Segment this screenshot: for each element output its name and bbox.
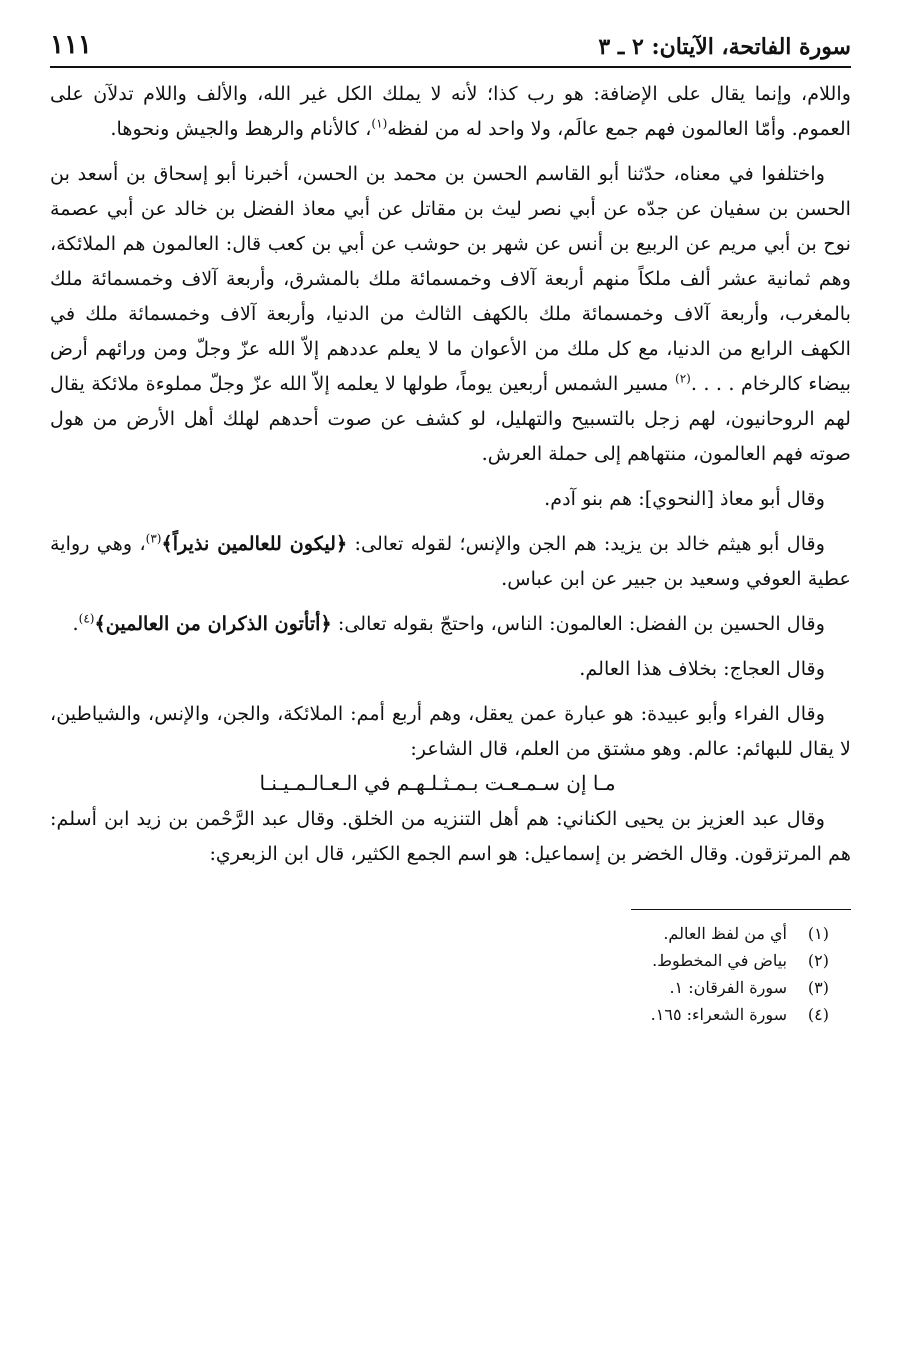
main-text: [50, 76, 851, 871]
footnote-text: سورة الفرقان: ١.: [669, 978, 787, 997]
paragraph-text: واختلفوا في معناه، حدّثنا أبو القاسم الحسن بن محمد بن الحسن، أخبرنا أبو إسحاق بن أسعد بن الحسن بن سفيان عن جدّه عن أبي نصر ليث بن مقاتل عن أبي معاذ الفضل بن خالد عن أبي عصمة نوح بن أبي مريم عن الربيع بن أنس عن شهر بن حوشب عن أبي بن كعب قال: العالمون هم الملائكة، وهم ثمانية عشر ألف ملكاً منهم أربعة آلاف وخمسمائة ملك بالمشرق، وأربعة آلاف وخمسمائة ملك بالمغرب، وأربعة آلاف وخمسمائة ملك بالكهف الثالث من الدنيا، وأربعة آلاف وخمسمائة ملك في الكهف الرابع من الدنيا، مع كل ملك من الأعوان ما لا يعلم عددهم إلاّ الله عزّ وجلّ ومن ورائهم أرض بيضاء كالرخام . . . .: [50, 162, 852, 395]
footnote-ref-4: (٤): [78, 611, 95, 626]
quran-verse: ﴿أتأتون الذكران من العالمين﴾: [94, 612, 332, 635]
paragraph-1: [50, 76, 851, 146]
book-page: [50, 30, 851, 1028]
footnote-divider: [631, 909, 851, 910]
footnote-text: أي من لفظ العالم.: [663, 924, 787, 943]
footnote-number: (٤): [807, 1005, 829, 1024]
paragraph-text: مسير الشمس أربعين يوماً، طولها لا يعلمه إلاّ الله عزّ وجلّ مملوءة ملائكة يقال لهم الروحانيون، لهم زجل بالتسبيح والتهليل، لو كشف عن صوت أحدهم لهلك أهل الأرض من هول صوته فهم العالمون، منتهاهم إلى حملة العرش.: [50, 372, 851, 465]
paragraph-6: وقال العجاج: بخلاف هذا العالم.: [579, 657, 825, 680]
poem-verse: مـا إن سـمـعـت بـمـثـلـهـم في الـعـالـمـيـنـا: [259, 771, 616, 795]
footnote-item: [50, 920, 829, 947]
footnote-number: (٢): [807, 951, 829, 970]
footnote-item: [50, 1001, 829, 1028]
paragraph-text: .: [72, 612, 79, 635]
footnote-number: (١): [807, 924, 829, 943]
footnote-number: (٣): [807, 978, 829, 997]
paragraph-5: [50, 606, 851, 641]
paragraph-text: وقال الحسين بن الفضل: العالمون: الناس، واحتجّ بقوله تعالى:: [331, 612, 825, 635]
footnote-item: [50, 947, 829, 974]
footnote-ref-3: (٣): [145, 531, 162, 546]
footnote-ref-1: (١): [371, 116, 388, 131]
paragraph-2: [50, 156, 851, 471]
footnote-item: [50, 974, 829, 1001]
running-title: سورة الفاتحة، الآيتان: ٢ ـ ٣: [598, 34, 851, 60]
paragraph-text: ، كالأنام والرهط والجيش ونحوها.: [110, 117, 372, 140]
page-number: ١١١: [50, 30, 92, 60]
footnote-ref-2: (٢): [675, 371, 691, 386]
footnotes: [50, 920, 851, 1028]
paragraph-text: واللام، وإنما يقال على الإضافة: هو رب كذا؛ لأنه لا يملك الكل غير الله، والألف واللام تدلآن على العموم. وأمّا العالمون فهم جمع عالَم، ولا واحد له من لفظه: [50, 82, 851, 140]
paragraph-text: وقال أبو هيثم خالد بن يزيد: هم الجن والإنس؛ لقوله تعالى:: [347, 532, 825, 555]
page-header: [50, 30, 851, 68]
paragraph-text: ، وهي رواية عطية العوفي وسعيد بن جبير عن ابن عباس.: [50, 532, 851, 590]
paragraph-3: وقال أبو معاذ [النحوي]: هم بنو آدم.: [544, 487, 825, 510]
paragraph-4: [50, 526, 851, 596]
quran-verse: ﴿ليكون للعالمين نذيراً﴾: [161, 532, 348, 555]
paragraph-7: وقال الفراء وأبو عبيدة: هو عبارة عمن يعقل، وهم أربع أمم: الملائكة، والجن، والإنس، والشياطين، لا يقال للبهائم: عالم. وهو مشتق من العلم، قال الشاعر:: [50, 702, 851, 760]
footnote-text: بياض في المخطوط.: [652, 951, 787, 970]
footnote-text: سورة الشعراء: ١٦٥.: [650, 1005, 787, 1024]
paragraph-8: وقال عبد العزيز بن يحيى الكناني: هم أهل التنزيه من الخلق. وقال عبد الرَّحْمن بن زيد ابن أسلم: هم المرتزقون. وقال الخضر بن إسماعيل: هو اسم الجمع الكثير، قال ابن الزبعري:: [50, 807, 851, 865]
